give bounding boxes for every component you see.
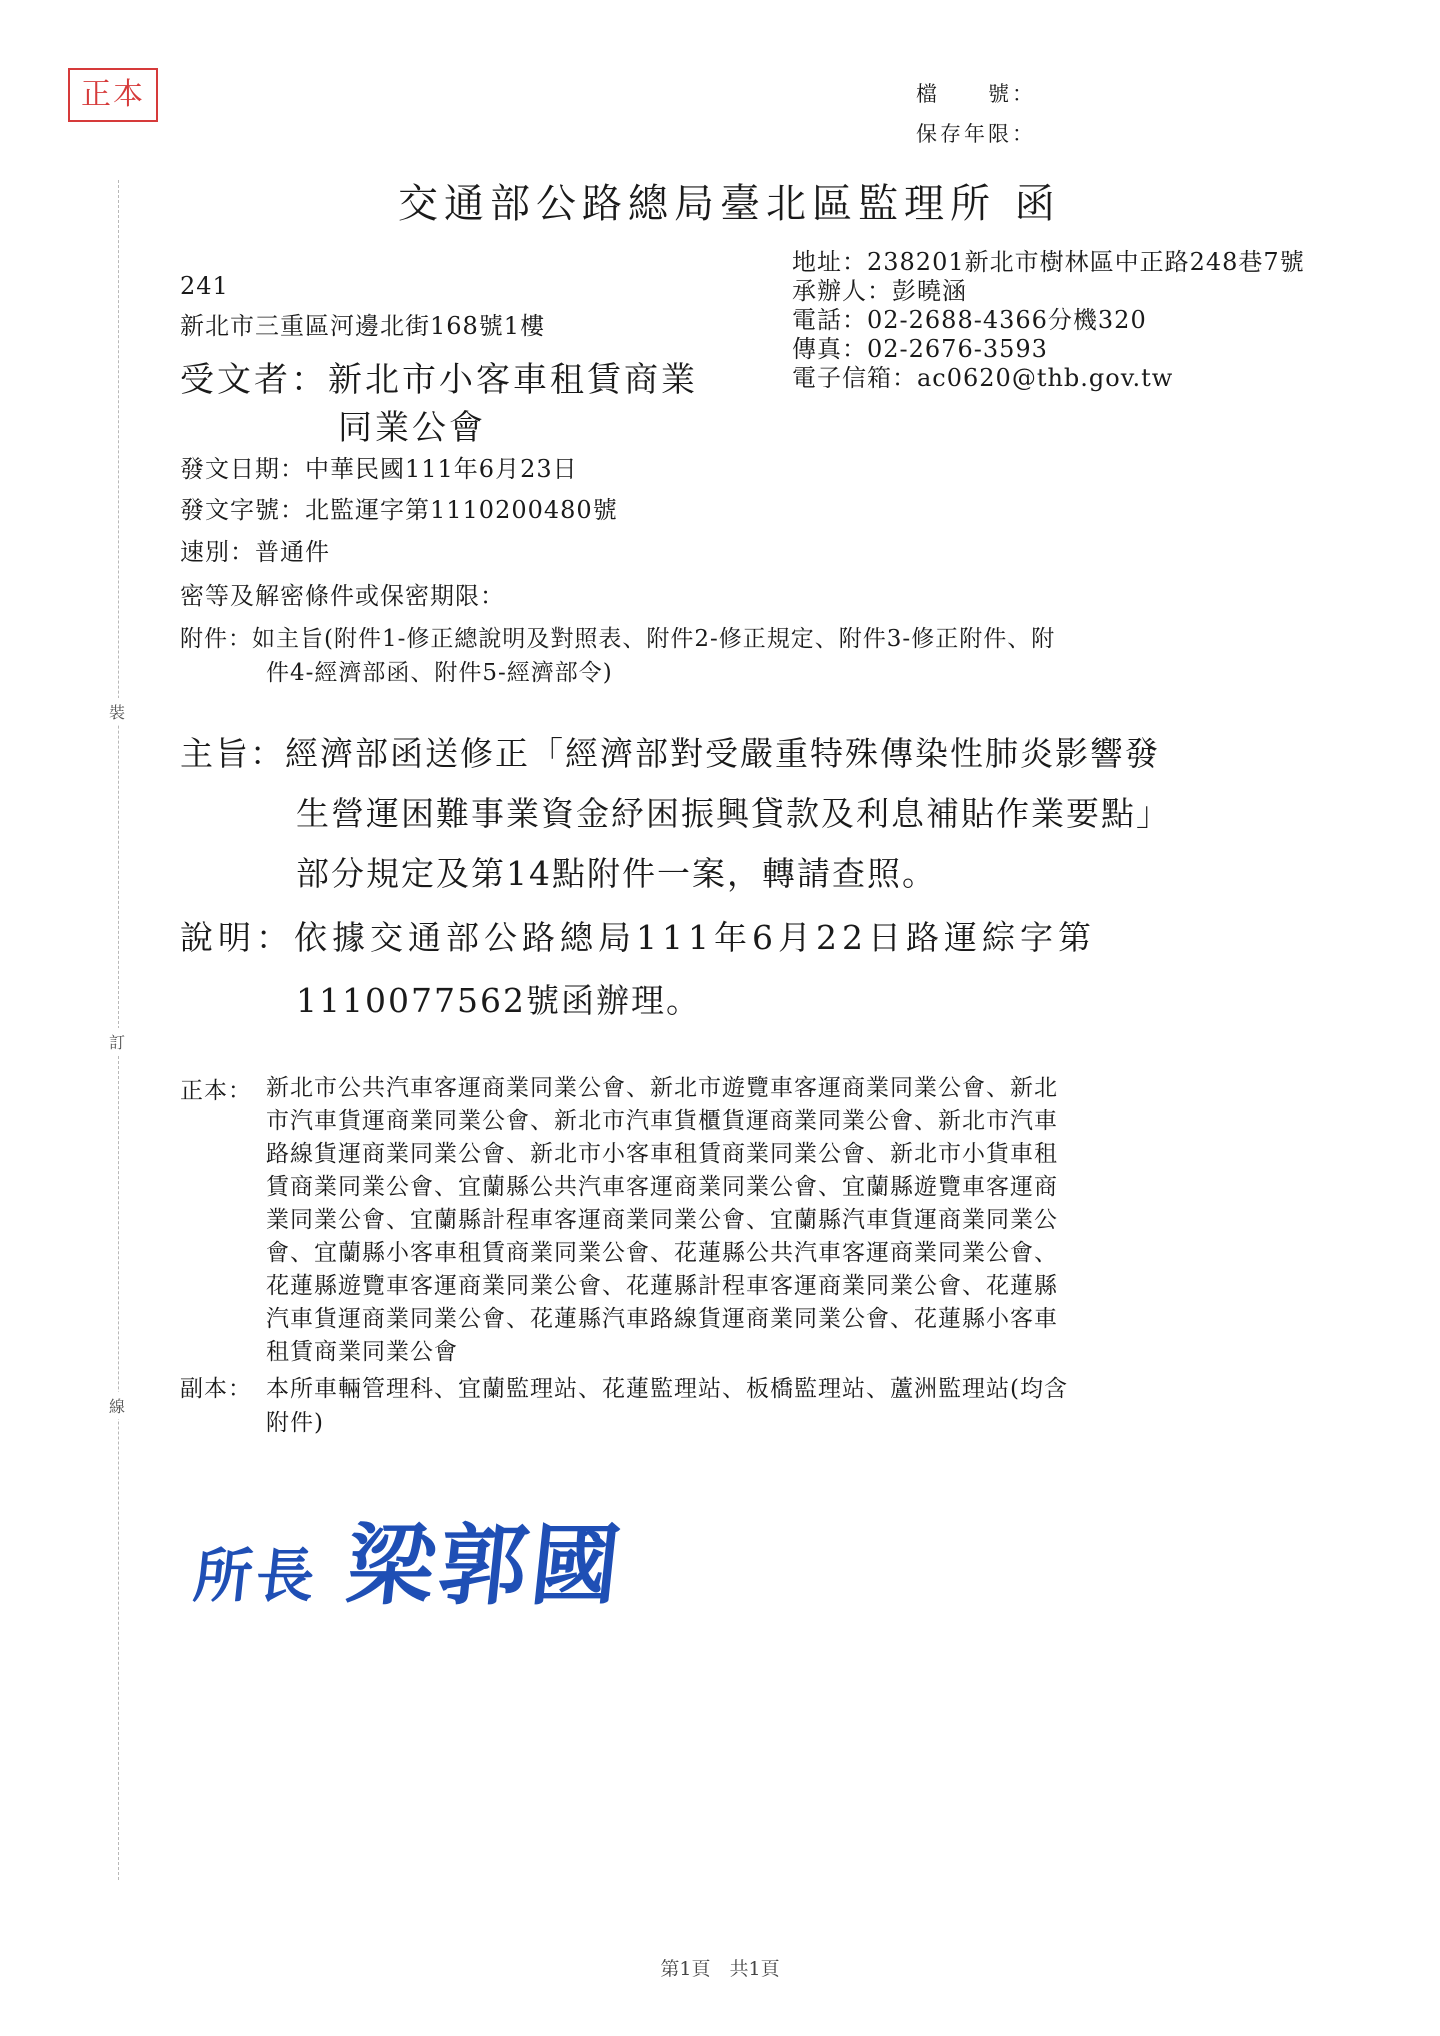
file-number-label: 檔 號： [916,82,1036,106]
original-recipients-line: 路線貨運商業同業公會、新北市小客車租賃商業同業公會、新北市小貨車租 [266,1141,1058,1167]
explanation-line2: 1110077562號函辦理。 [296,981,701,1020]
sender-address: 地址：238201新北市樹林區中正路248巷7號 [792,248,1305,276]
copies-line2: 附件) [266,1410,324,1436]
original-recipients-list [266,1072,1058,1369]
explanation-line1: 說明：依據交通部公路總局111年6月22日路運綜字第 [180,918,1096,957]
issue-date: 發文日期：中華民國111年6月23日 [180,455,578,483]
retention-period-label: 保存年限： [916,122,1036,146]
sender-handler: 承辦人：彭曉涵 [792,277,967,305]
recipient-postcode: 241 [180,272,229,300]
subject-line1: 主旨：經濟部函送修正「經濟部對受嚴重特殊傳染性肺炎影響發 [180,734,1160,773]
director-signature-stamp [189,1496,630,1622]
recipient-name-line2: 同業公會 [338,408,486,448]
recipient-name-line1: 受文者：新北市小客車租賃商業 [180,360,698,400]
signature-name: 梁郭國 [341,1513,629,1617]
binding-mark-zhuang: 裝 [109,698,125,725]
copies-line1: 本所車輛管理科、宜蘭監理站、花蓮監理站、板橋監理站、蘆洲監理站(均含 [266,1376,1068,1402]
subject-line3: 部分規定及第14點附件一案，轉請查照。 [296,854,937,893]
binding-mark-xian: 線 [109,1392,125,1419]
issue-number: 發文字號：北監運字第1110200480號 [180,496,618,524]
original-recipients-line: 市汽車貨運商業同業公會、新北市汽車貨櫃貨運商業同業公會、新北市汽車 [266,1108,1058,1134]
original-recipients-line: 新北市公共汽車客運商業同業公會、新北市遊覽車客運商業同業公會、新北 [266,1075,1058,1101]
original-recipients-label: 正本： [180,1078,252,1104]
binding-mark-ding: 訂 [109,1028,125,1055]
original-recipients-line: 汽車貨運商業同業公會、花蓮縣汽車路線貨運商業同業公會、花蓮縣小客車 [266,1306,1058,1332]
delivery-speed: 速別：普通件 [180,538,330,566]
attachments-line1: 附件：如主旨(附件1-修正總說明及對照表、附件2-修正規定、附件3-修正附件、附 [180,626,1056,652]
original-copy-stamp: 正本 [68,68,158,122]
attachments-line2: 件4-經濟部函、附件5-經濟部令) [266,660,613,686]
signature-title: 所長 [190,1542,322,1610]
sender-phone: 電話：02-2688-4366分機320 [792,306,1147,334]
copies-label: 副本： [180,1376,252,1402]
sender-email: 電子信箱：ac0620@thb.gov.tw [792,364,1174,392]
page-number-footer: 第1頁 共1頁 [660,1958,780,1980]
document-title: 交通部公路總局臺北區監理所 函 [398,181,1061,227]
original-recipients-line: 租賃商業同業公會 [266,1339,458,1365]
sender-fax: 傳真：02-2676-3593 [792,335,1048,363]
original-recipients-line: 會、宜蘭縣小客車租賃商業同業公會、花蓮縣公共汽車客運商業同業公會、 [266,1240,1058,1266]
subject-line2: 生營運困難事業資金紓困振興貸款及利息補貼作業要點」 [296,794,1171,833]
secrecy-level: 密等及解密條件或保密期限： [180,582,505,610]
original-recipients-line: 花蓮縣遊覽車客運商業同業公會、花蓮縣計程車客運商業同業公會、花蓮縣 [266,1273,1058,1299]
recipient-address: 新北市三重區河邊北街168號1樓 [180,312,546,340]
original-recipients-line: 賃商業同業公會、宜蘭縣公共汽車客運商業同業公會、宜蘭縣遊覽車客運商 [266,1174,1058,1200]
original-recipients-line: 業同業公會、宜蘭縣計程車客運商業同業公會、宜蘭縣汽車貨運商業同業公 [266,1207,1058,1233]
